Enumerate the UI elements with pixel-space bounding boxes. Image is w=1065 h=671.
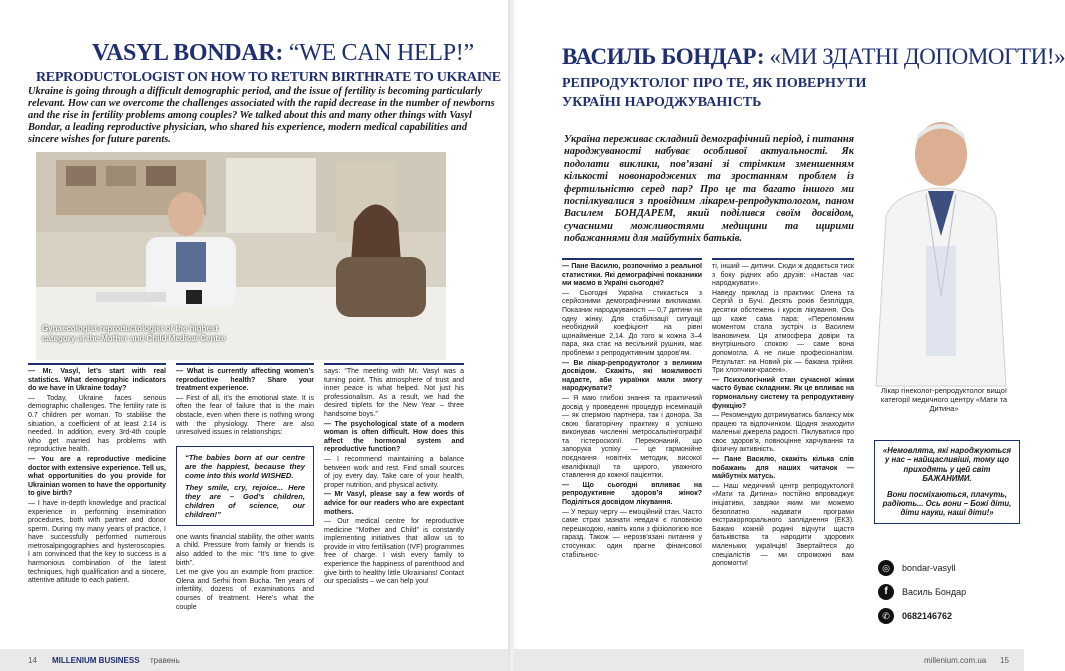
pull-quote-line-2: They smile, cry, rejoice... Here they are – God’s children, children of science, our children!”: [185, 482, 305, 519]
doctor-portrait-illustration: [866, 96, 1016, 386]
question: — Mr Vasyl, please say a few words of advice for our readers who are expectant mothers.: [324, 491, 464, 516]
title-quote: «МИ ЗДАТНІ ДОПОМОГТИ!»: [769, 44, 1065, 69]
instagram-icon: ◎: [878, 560, 894, 576]
article-lead: Ukraine is going through a difficult demographic period, and the issue of fertility is becoming particularly relevant. How can we overcome the challenges associated with the rapid decrease in the number of newborns and the rise in fertility problems among couples? We talked about this and many other things with Vasyl Bondar, a leading reproductive physician, who shared his experience, modern medical capabilities and sincere wishes for future parents.: [28, 86, 495, 145]
answer: — Наш медичний центр репродуктології «Мати та Дитина» постійно впроваджує ініціативи, завдяки яким ми можемо безоплатно надавати програми екстракорпорального запліднення (ЕКЗ). Бажаю кожній родині відчути щастя батьківства та народити здорових маленьких українців! Звертайтеся до спеціалістів — ми спроможні вам допомогти!: [712, 482, 854, 568]
answer: Let me give you an example from practice: Olena and Serhii from Bucha. Ten years of infertility, dozens of examinations and courses of treatment. Here’s what the couple: [176, 569, 314, 611]
facebook-icon: f: [878, 584, 894, 600]
left-column-2: [176, 363, 314, 653]
answer: — First of all, it’s the emotional state. It is often the fear of failure that is the main obstacle, even when there is nothing wrong with the physiology. There are also unresolved issues in relationships:: [176, 394, 314, 437]
photo-caption: Gynaecologist-reproductologist of the highest category at the Mother and Child Medical Centre: [42, 324, 226, 343]
question: — Психологічний стан сучасної жінки часто буває складним. Як це впливає на гормональну систему та репродуктивну функцію?: [712, 376, 854, 410]
article-title: [92, 40, 474, 67]
right-page-ukrainian: [514, 0, 1065, 671]
question: — Пане Василю, скажіть кілька слів побажань для наших читачок — майбутніх матусь.: [712, 456, 854, 481]
contact-instagram-text: bondar-vasyll: [902, 563, 956, 573]
pull-quote: [874, 440, 1020, 524]
answer: — I recommend maintaining a balance between work and rest. Find small sources of joy every day. Take care of your health, proper nutrition, and physical activity.: [324, 455, 464, 489]
title-name: ВАСИЛЬ БОНДАР:: [562, 44, 765, 69]
contact-instagram[interactable]: [878, 556, 1018, 580]
pull-quote-line-1: «Немовлята, які народжуються у нас – найщасливіші, тому що приходять у цей світ БАЖАНИМИ.: [882, 446, 1012, 484]
phone-icon: ✆: [878, 608, 894, 624]
column-rule: [562, 258, 702, 260]
magazine-month: травень: [150, 656, 180, 665]
answer: — Сьогодні Україна стикається з серйозними демографічними викликами. Показник народжуваності — 0,7 дитини на одну жінку. Для стабілізації ситуації необхідний коефіцієнт на рівні щонайменше 2,14. До того ж кожна 3–4 пара, яка стає на весільний рушник, має проблеми з репродуктивним здоров’ям.: [562, 289, 702, 357]
contact-facebook[interactable]: [878, 580, 1018, 604]
doctor-portrait-photo: [866, 96, 1016, 386]
contact-facebook-text: Василь Бондар: [902, 587, 967, 597]
question: — Що сьогодні впливає на репродуктивне здоров’я жінок? Поділіться досвідом лікування.: [562, 481, 702, 507]
answer: — Today, Ukraine faces serious demographic challenges. The fertility rate is 0.7 children per woman. To stabilise the situation, a coefficient of at least 2.14 is needed. In addition, every 3rd-4th couple who get married has problems with reproductive health.: [28, 394, 166, 454]
answer: — Я маю глибокі знання та практичний досвід у проведенні процедур інсемінацій — як спермою партнера, так і донора. За свою багаторічну практику я успішно виконував численні метросальпінгографії та гістероскопії. Переконаний, що запорука успіху — це гармонійне поєднання новітніх методик, високої кваліфікації та щирого, уважного ставлення до кожної пацієнтки.: [562, 394, 702, 480]
question: — What is currently affecting women’s reproductive health? Share your treatment experience.: [176, 368, 314, 393]
left-page-english: [0, 0, 510, 671]
column-rule: [712, 258, 854, 260]
answer: Наведу приклад із практики: Олена та Сергій із Бучі. Десять років безпліддя, десятки обстежень і курсів лікування. Ось що каже сама пара: «Переломним моментом стала зустріч із Василем Івановичем. Ця атмосфера довіри та внутрішнього спокою — саме вона допомогла. А не лише професіоналізм. Результат: на Новий рік — бажана трійня. Три хлопчики-красені».: [712, 289, 854, 375]
website: millenium.com.ua: [924, 656, 987, 665]
answer: — Рекомендую дотримуватись балансу між працею та відпочинком. Щодня знаходити маленькі джерела радості. Піклуватися про своє здоров’я, повноцінне харчування та фізичну активність.: [712, 412, 854, 454]
left-footer: [0, 649, 510, 671]
page-number: 15: [1000, 656, 1009, 665]
left-column-3: [324, 363, 464, 653]
pull-quote-line-2: Вони посміхаються, плачуть, радіють... Ось вони – Божі діти, діти науки, наші діти!»: [882, 489, 1012, 518]
doctor-with-patient-photo: [36, 152, 446, 360]
question: — Mr. Vasyl, let’s start with real statistics. What demographic indicators do we have in Ukraine today?: [28, 368, 166, 393]
right-column-1: [562, 258, 702, 653]
column-rule: [324, 363, 464, 365]
question: — You are a reproductive medicine doctor with extensive experience. Tell us, what opportunities do you provide for Ukrainian women to have the opportunity to give birth?: [28, 455, 166, 498]
right-column-2: [712, 258, 854, 653]
photo-caption: Лікар гінеколог-репродуктолог вищої категорії медичного центру «Мати та Дитина»: [880, 386, 1008, 413]
contact-phone[interactable]: [878, 604, 1018, 628]
right-footer: [514, 649, 1024, 671]
contacts-list: [878, 556, 1018, 628]
answer: — Our medical centre for reproductive medicine “Mother and Child” is constantly implementing initiatives that allow us to provide in vitro fertilisation (IVF) programmes free of charge. I wish every family to experience the happiness of parenthood and give birth to healthy little Ukrainians! Contact our specialists – we can help you!: [324, 518, 464, 586]
question: — Пане Василю, розпочнімо з реальної статистики. Які демографічні показники ми маємо в Україні сьогодні?: [562, 263, 702, 288]
title-quote: “WE CAN HELP!”: [288, 40, 474, 66]
magazine-name: MILLENIUM BUSINESS: [52, 656, 140, 665]
page-number: 14: [28, 656, 37, 665]
answer: — I have in-depth knowledge and practical experience in performing insemination procedures, both with partner and donor sperm. During my many years of practice, I have successfully performed numerous metrosalpingographies and hysteroscopies. I am convinced that the key to success is a harmonious combination of the latest techniques, high qualification and a sincere, attentive attitude to each patient.: [28, 499, 166, 585]
contact-phone-text: 0682146762: [902, 611, 953, 621]
answer: one wants financial stability, the other wants a child. Pressure from family or friends is also added to the mix: “It’s time to give birth”.: [176, 533, 314, 567]
answer: — У першу чергу — емоційний стан. Часто саме страх зазнати невдачі є головною перешкодою, навіть коли з фізіологією все гаразд. Також — нерозв’язані питання у стосунках: один прагне фінансової стабільнос-: [562, 508, 702, 559]
left-column-1: [28, 363, 166, 653]
article-title: [562, 44, 1065, 70]
article-lead: Україна переживає складний демографічний період, і питання народжуваності набуває особливої актуальності. Як подолати виклики, пов’язані зі стрімким зменшенням кількості новонароджених та зростанням проблем із фертильністю серед пар? Про це та багато іншого ми поспілкувалися з провідним лікарем-репродуктологом, паном Василем БОНДАРЕМ, який поділився своїм досвідом, сучасними можливостями медицини та щирими побажаннями для майбутніх батьків.: [564, 134, 854, 245]
answer: says: “The meeting with Mr. Vasyl was a turning point. This atmosphere of trust and inner peace is what helped. Not just his professionalism. As a result, we had the desired triplets for the New Year – three handsome boys.”: [324, 368, 464, 418]
title-name: VASYL BONDAR:: [92, 40, 284, 66]
question: — Ви лікар-репродуктолог з великим досвідом. Скажіть, які можливості надаєте, аби українки мали змогу народжувати?: [562, 359, 702, 393]
answer: ті, інший — дитини. Сюди ж додається тиск з боку рідних або друзів: «Настав час народжувати».: [712, 263, 854, 288]
pull-quote-line-1: “The babies born at our centre are the happiest, because they come into this world WISHED.: [185, 452, 305, 480]
article-subtitle: REPRODUCTOLOGIST ON HOW TO RETURN BIRTHRATE TO UKRAINE: [36, 70, 501, 85]
column-rule: [176, 363, 314, 365]
column-rule: [28, 363, 166, 365]
article-subtitle: РЕПРОДУКТОЛОГ ПРО ТЕ, ЯК ПОВЕРНУТИ УКРАЇНІ НАРОДЖУВАНІСТЬ: [562, 76, 867, 110]
question: — The psychological state of a modern woman is often difficult. How does this affect the hormonal system and reproductive function?: [324, 420, 464, 454]
pull-quote: [176, 446, 314, 526]
